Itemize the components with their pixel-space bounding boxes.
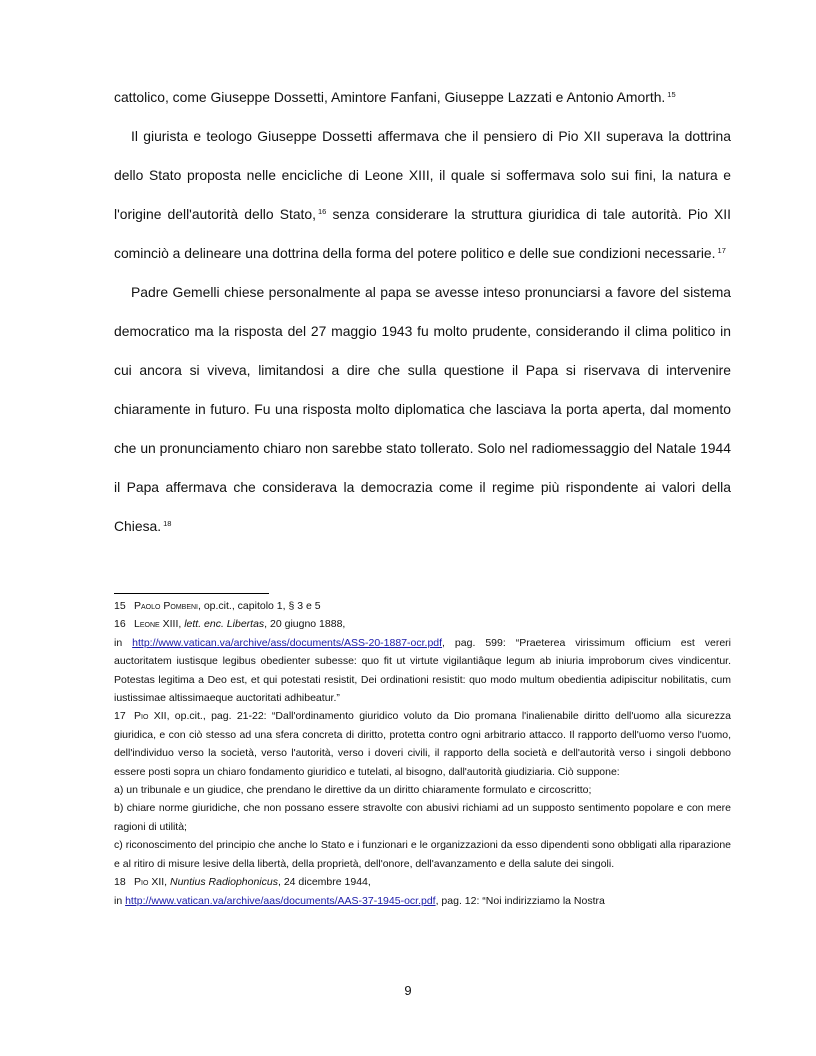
paragraph: cattolico, come Giuseppe Dossetti, Amintore Fanfani, Giuseppe Lazzati e Antonio Amorth. $^{15}$ [114,89,676,105]
footnote-ref[interactable]: 18 [163,519,172,528]
footnote-17-item-b: b) chiare norme giuridiche, che non possano essere stravolte con abusivi richiami ad un supposto sentimento popolare e con mere ragioni di utilità; [114,802,731,833]
paragraph: Padre Gemelli chiese personalmente al papa se avesse inteso pronunciarsi a favore del sistema democratico ma la risposta del 27 maggio 1943 fu molto prudente, considerando il clima politico in cui ancora si viveva, limitandosi a dire che sulla questione il Papa si riservava di intervenire chiaramente in futuro. Fu una risposta molto diplomatica che lasciava la porta aperta, dal momento che un pronunciamento chiaro non sarebbe stato tollerato. Solo nel radiomessaggio del Natale 1944 il Papa affermava che considerava la democrazia come il regime più rispondente ai valori della Chiesa. $^{18}$ [114,284,731,534]
footnote-ref[interactable]: 17 [717,246,726,255]
page-number: 9 [404,983,412,998]
footnote-18: 18 Pio XII, Nuntius Radiophonicus, 24 dicembre 1944, in http://www.vatican.va/archive/aas/documents/AAS-37-1945-ocr.pdf, pag. 12: “Noi indirizziamo la Nostra [114,876,605,907]
footnote-17: 17 Pio XII, op.cit., pag. 21-22: “Dall'ordinamento giuridico voluto da Dio promana l'inalienabile diritto dell'uomo alla sicurezza giuridica, e con ciò stesso ad una sfera concreta di diritto, protetta contro ogni arbitrario attacco. Il rapporto dell'uomo verso l'uomo, dell'individuo verso la società, verso l'autorità, verso i doveri civili, il rapporto della società e dell'autorità verso i singoli debbono essere posti sopra un chiaro fondamento giuridico e tutelati, al bisogno, dall'autorità giudiziaria. Ciò suppone: [114,710,731,778]
footnote-16: 16 Leone XIII, lett. enc. Libertas, 20 giugno 1888, in http://www.vatican.va/archive/ass/documents/ASS-20-1887-ocr.pdf, pag. 599: “Praeterea virissimum officium est vereri auctoritatem iustisque legibus obedienter subesse: quo fit ut virtute vigilantiâque legum ab iniuria improborum cives vindicentur. Potestas legitima a Deo est, et qui potestati resistit, Dei ordinationi resistit: quo modo multum obedientia adipiscitur nobilitatis, cum iustissimae altissimaeque auctoritati adhibeatur.” [114,618,731,705]
footnote-separator [114,593,269,594]
footnote-15: 15 Paolo Pombeni, op.cit., capitolo 1, § 3 e 5 [114,600,321,612]
footnote-17-item-a: a) un tribunale e un giudice, che prendano le direttive da un diritto chiaramente formulato e circoscritto; [114,784,592,797]
source-link[interactable]: http://www.vatican.va/archive/aas/documents/AAS-37-1945-ocr.pdf [125,894,436,907]
footnotes [114,597,731,910]
source-link[interactable]: http://www.vatican.va/archive/ass/documents/ASS-20-1887-ocr.pdf [132,636,443,649]
footnote-ref[interactable]: 15 [667,90,676,99]
main-text [114,78,731,546]
footnote-17-item-c: c) riconoscimento del principio che anche lo Stato e i funzionari e le organizzazioni da esso dipendenti sono obbligati alla riparazione e al ritiro di misure lesive della libertà, della proprietà, dell'onore, dell'avanzamento e della salute dei singoli. [114,839,731,870]
paragraph: Il giurista e teologo Giuseppe Dossetti affermava che il pensiero di Pio XII superava la dottrina dello Stato proposta nelle encicliche di Leone XIII, il quale si soffermava solo sui fini, la natura e l'origine dell'autorità dello Stato, $^{16}$ senza considerare la struttura giuridica di tale autorità. Pio XII cominciò a delineare una dottrina della forma del potere politico e delle sue condizioni necessarie. $^{17}$ [114,128,731,261]
footnote-ref[interactable]: 16 [318,207,327,216]
